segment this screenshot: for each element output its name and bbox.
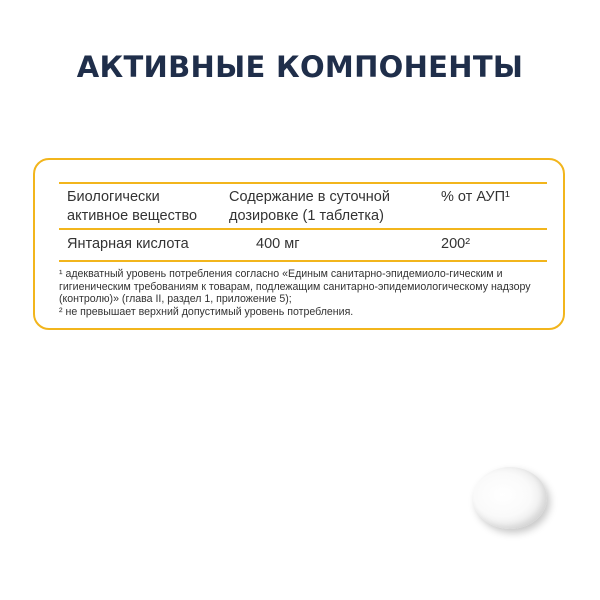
table-top-divider (59, 182, 547, 184)
footnote-2: ² не превышает верхний допустимый уровень потребления. (59, 305, 354, 318)
header-amount: Содержание в суточной дозировке (1 таблетка) (229, 189, 390, 224)
tablet-pill-image (473, 467, 547, 529)
header-substance: Биологически активное вещество (67, 189, 198, 224)
ingredients-card (33, 158, 565, 330)
footnotes (59, 268, 547, 318)
footnote-1: ¹ адекватный уровень потребления согласно «Единым санитарно-эпидемиоло-гическим и гигиеническим требованиям к товарам, подлежащим санитарно-эпидемиологическому надзору (контролю)» (глава II, раздел 1, приложение 5); (59, 268, 531, 305)
page-title: АКТИВНЫЕ КОМПОНЕНТЫ (76, 50, 524, 84)
row-amount: 400 мг (256, 236, 300, 252)
header-percent: % от АУП¹ (441, 189, 510, 205)
row-percent: 200² (441, 236, 471, 252)
header-divider (59, 228, 547, 230)
row-divider (59, 260, 547, 262)
row-substance: Янтарная кислота (67, 236, 189, 252)
